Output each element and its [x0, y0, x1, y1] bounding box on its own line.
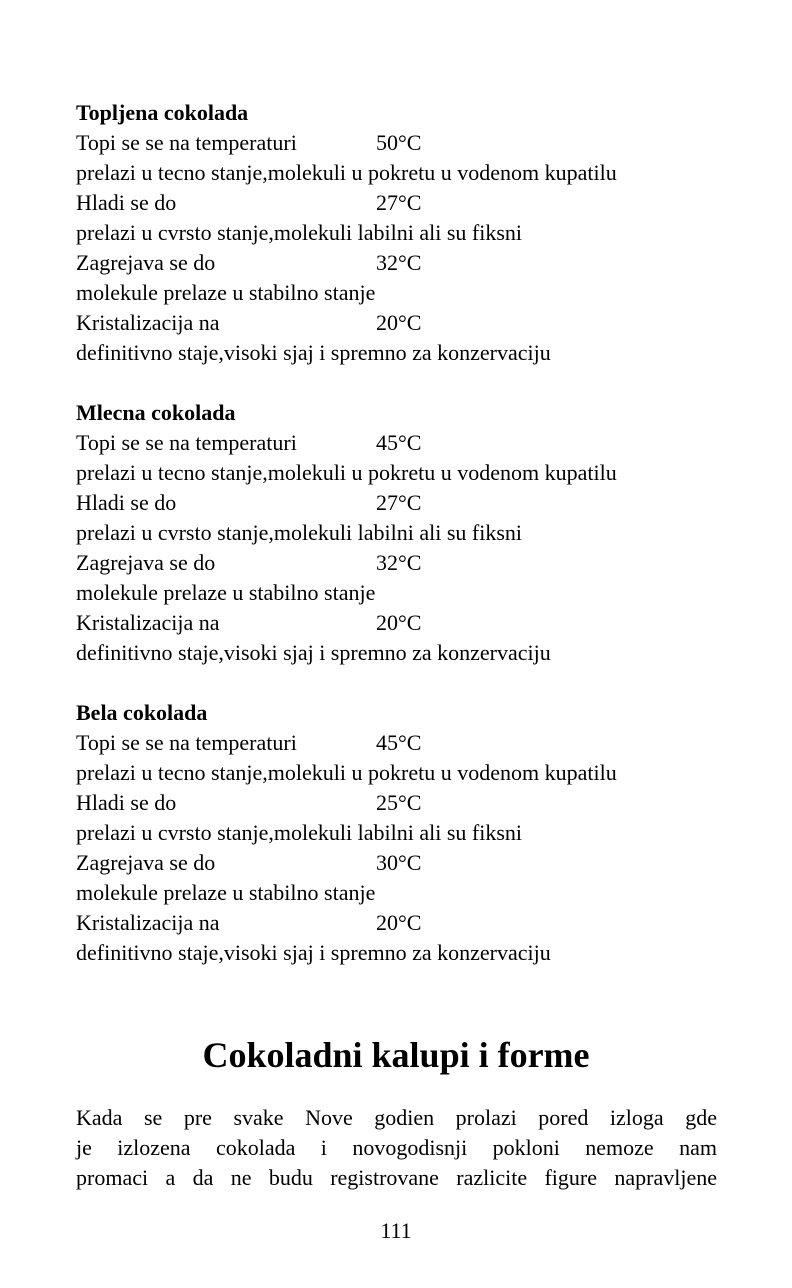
step-description: definitivno staje,visoki sjaj i spremno za konzervaciju — [76, 640, 551, 665]
step-description: prelazi u cvrsto stanje,molekuli labilni ali su fiksni — [76, 520, 523, 545]
section-mlecna-cokolada — [76, 398, 716, 668]
step-row — [76, 608, 716, 638]
step-row — [76, 188, 716, 218]
paragraph-line: je izlozena cokolada i novogodisnji pokloni nemoze nam — [76, 1135, 717, 1160]
section-bela-cokolada — [76, 698, 716, 968]
step-description: prelazi u cvrsto stanje,molekuli labilni ali su fiksni — [76, 820, 523, 845]
step-label: Kristalizacija na — [76, 910, 220, 935]
step-label: Zagrejava se do — [76, 550, 216, 575]
section-title: Mlecna cokolada — [76, 400, 236, 425]
step-temperature: 45°C — [376, 430, 422, 455]
chapter-paragraph — [76, 1103, 717, 1193]
step-description: prelazi u tecno stanje,molekuli u pokretu u vodenom kupatilu — [76, 760, 617, 785]
step-label: Topi se se na temperaturi — [76, 130, 297, 155]
step-temperature: 27°C — [376, 190, 422, 215]
section-title: Topljena cokolada — [76, 100, 249, 125]
step-temperature: 20°C — [376, 310, 422, 335]
step-row — [76, 308, 716, 338]
step-label: Kristalizacija na — [76, 610, 220, 635]
step-description: prelazi u tecno stanje,molekuli u pokretu u vodenom kupatilu — [76, 460, 617, 485]
step-temperature: 32°C — [376, 250, 422, 275]
paragraph-line: promaci a da ne budu registrovane razlicite figure napravljene — [76, 1165, 717, 1190]
step-temperature: 45°C — [376, 730, 422, 755]
step-description: prelazi u cvrsto stanje,molekuli labilni ali su fiksni — [76, 220, 523, 245]
step-label: Topi se se na temperaturi — [76, 730, 297, 755]
step-description: molekule prelaze u stabilno stanje — [76, 280, 376, 305]
page-number: 111 — [380, 1218, 412, 1243]
step-label: Hladi se do — [76, 190, 177, 215]
step-label: Hladi se do — [76, 790, 177, 815]
step-row — [76, 248, 716, 278]
step-description: definitivno staje,visoki sjaj i spremno za konzervaciju — [76, 940, 551, 965]
step-row — [76, 548, 716, 578]
step-temperature: 25°C — [376, 790, 422, 815]
step-description: molekule prelaze u stabilno stanje — [76, 580, 376, 605]
step-label: Zagrejava se do — [76, 850, 216, 875]
step-temperature: 20°C — [376, 910, 422, 935]
step-temperature: 30°C — [376, 850, 422, 875]
step-temperature: 32°C — [376, 550, 422, 575]
step-row — [76, 728, 716, 758]
section-topljena-cokolada — [76, 98, 716, 368]
step-row — [76, 788, 716, 818]
step-temperature: 50°C — [376, 130, 422, 155]
step-row — [76, 488, 716, 518]
step-label: Hladi se do — [76, 490, 177, 515]
step-label: Zagrejava se do — [76, 250, 216, 275]
step-label: Kristalizacija na — [76, 310, 220, 335]
step-temperature: 20°C — [376, 610, 422, 635]
step-row — [76, 848, 716, 878]
step-label: Topi se se na temperaturi — [76, 430, 297, 455]
step-row — [76, 908, 716, 938]
step-description: prelazi u tecno stanje,molekuli u pokretu u vodenom kupatilu — [76, 160, 617, 185]
step-row — [76, 128, 716, 158]
chapter-title: Cokoladni kalupi i forme — [202, 1035, 590, 1075]
step-description: definitivno staje,visoki sjaj i spremno za konzervaciju — [76, 340, 551, 365]
step-temperature: 27°C — [376, 490, 422, 515]
paragraph-line: Kada se pre svake Nove godien prolazi pored izloga gde — [76, 1105, 717, 1130]
section-title: Bela cokolada — [76, 700, 208, 725]
step-description: molekule prelaze u stabilno stanje — [76, 880, 376, 905]
step-row — [76, 428, 716, 458]
